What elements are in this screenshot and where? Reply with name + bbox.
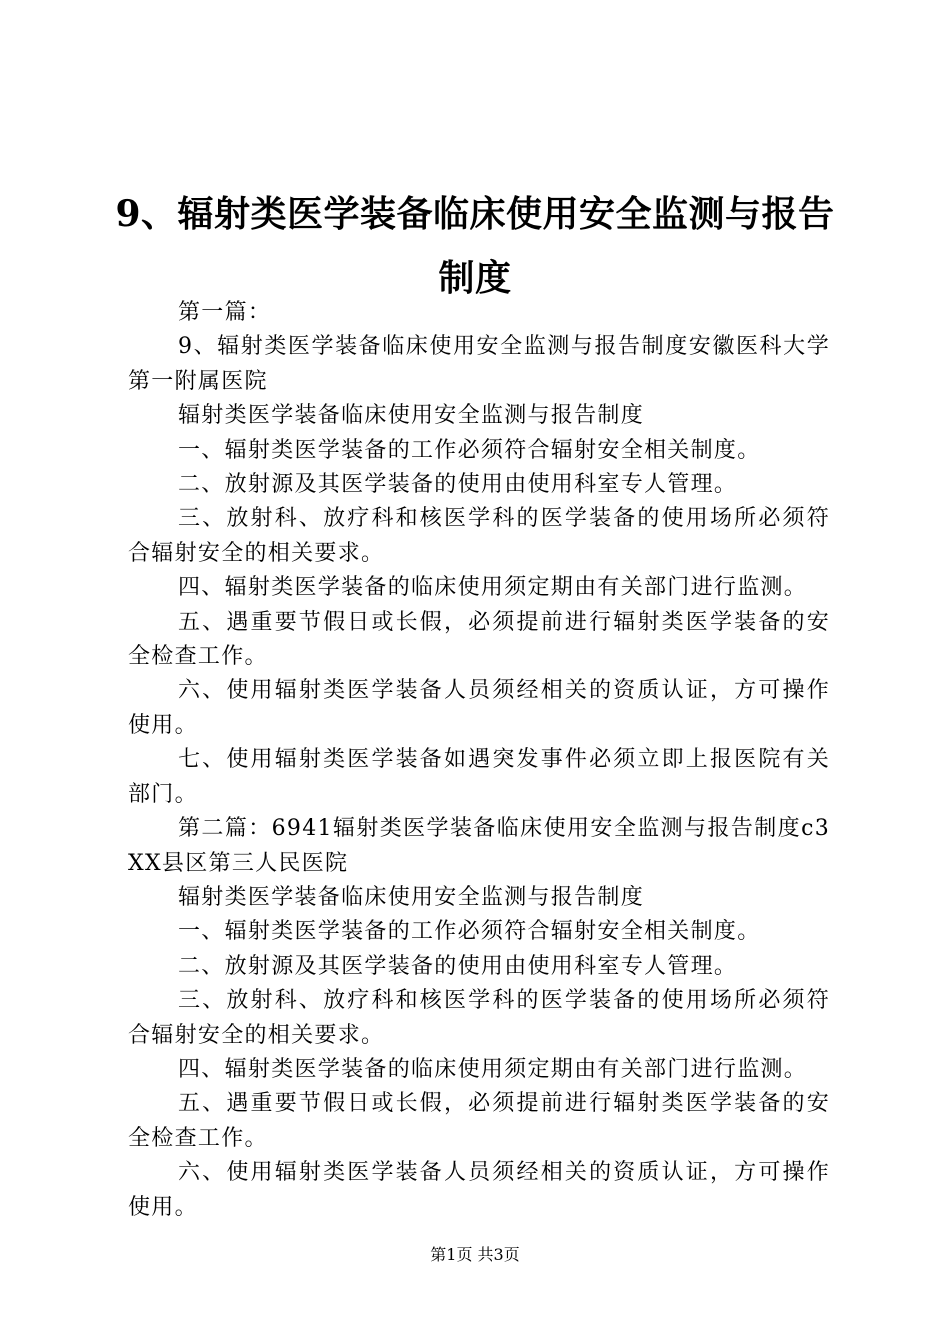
paragraph: 9、辐射类医学装备临床使用安全监测与报告制度安徽医科大学第一附属医院 — [128, 334, 830, 394]
paragraph: 四、辐射类医学装备的临床使用须定期由有关部门进行监测。 — [178, 1056, 808, 1082]
title-line-2: 制度 — [438, 257, 512, 299]
paragraph: 六、使用辐射类医学装备人员须经相关的资质认证，方可操作使用。 — [128, 1160, 830, 1220]
paragraph: 第一篇： — [178, 300, 272, 325]
paragraph: 七、使用辐射类医学装备如遇突发事件必须立即上报医院有关部门。 — [128, 747, 830, 807]
paragraph: 第二篇：6941辐射类医学装备临床使用安全监测与报告制度c3XX县区第三人民医院 — [128, 816, 830, 876]
paragraph: 辐射类医学装备临床使用安全监测与报告制度 — [178, 403, 645, 429]
paragraph: 二、放射源及其医学装备的使用由使用科室专人管理。 — [178, 472, 738, 498]
paragraph: 一、辐射类医学装备的工作必须符合辐射安全相关制度。 — [178, 919, 761, 945]
title-line-1: 9、辐射类医学装备临床使用安全监测与报告 — [115, 193, 835, 235]
document-title — [110, 182, 840, 310]
document-body — [128, 296, 830, 1225]
paragraph: 辐射类医学装备临床使用安全监测与报告制度 — [178, 884, 645, 910]
paragraph: 三、放射科、放疗科和核医学科的医学装备的使用场所必须符合辐射安全的相关要求。 — [128, 506, 830, 566]
paragraph: 三、放射科、放疗科和核医学科的医学装备的使用场所必须符合辐射安全的相关要求。 — [128, 988, 830, 1048]
paragraph: 一、辐射类医学装备的工作必须符合辐射安全相关制度。 — [178, 437, 761, 463]
page-footer: 第1页 共3页 — [430, 1245, 520, 1264]
paragraph: 五、遇重要节假日或长假，必须提前进行辐射类医学装备的安全检查工作。 — [128, 1091, 830, 1151]
paragraph: 四、辐射类医学装备的临床使用须定期由有关部门进行监测。 — [178, 575, 808, 601]
paragraph: 五、遇重要节假日或长假，必须提前进行辐射类医学装备的安全检查工作。 — [128, 609, 830, 670]
paragraph: 二、放射源及其医学装备的使用由使用科室专人管理。 — [178, 953, 738, 979]
paragraph: 六、使用辐射类医学装备人员须经相关的资质认证，方可操作使用。 — [128, 678, 830, 738]
